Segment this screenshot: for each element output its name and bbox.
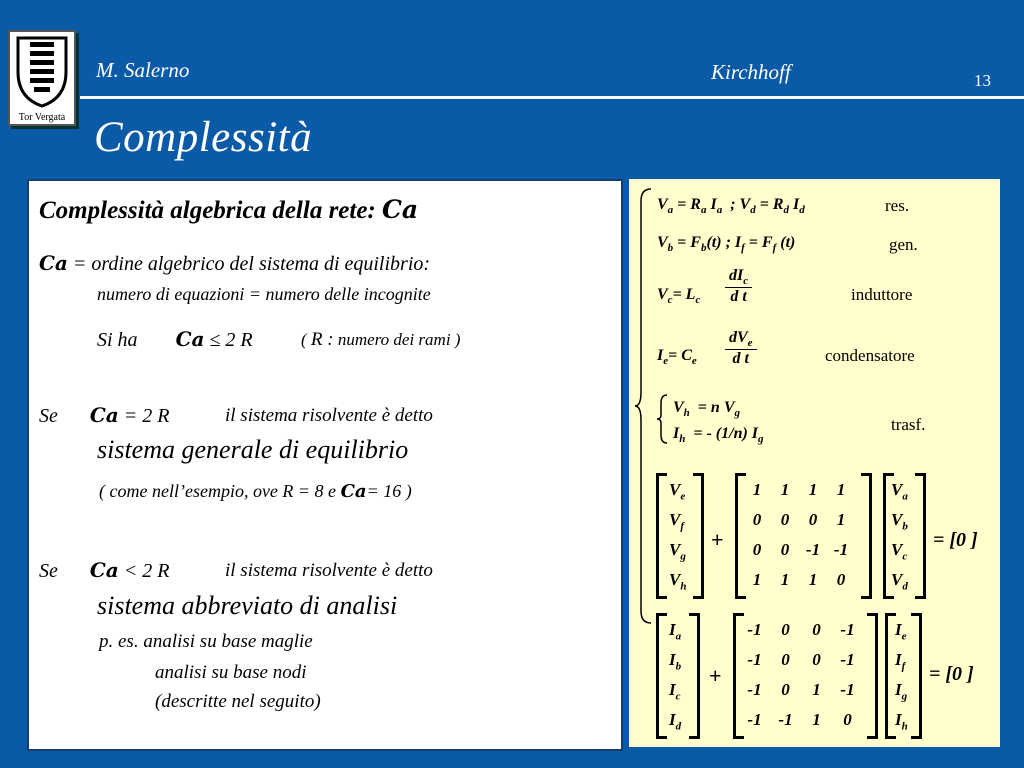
detto-text: il sistema risolvente è detto xyxy=(225,405,433,426)
matrix-cell: 1 xyxy=(780,480,790,499)
detto-text: il sistema risolvente è detto xyxy=(225,560,433,581)
matrix-cell: -1 xyxy=(747,710,762,729)
matrix-cell: 0 xyxy=(808,510,818,529)
matrix-cell: 1 xyxy=(808,480,818,499)
capacitor-c: = C xyxy=(668,347,692,364)
sistema-generale: sistema generale di equilibrio xyxy=(97,435,409,464)
incidence-matrix-2 xyxy=(739,615,863,735)
esempio-pre: ( come nell’esempio, ove R = 8 e xyxy=(99,481,341,501)
matrix-row xyxy=(743,535,855,565)
incidence-matrix-1 xyxy=(743,475,855,595)
matrix-cell: 1 xyxy=(836,510,846,529)
ca-symbol: Ca xyxy=(89,558,119,582)
matrix-cell: -1 xyxy=(805,540,821,559)
matrix-cell: 1 xyxy=(752,570,762,589)
matrix-cell: 1 xyxy=(752,480,762,499)
sistema-abbreviato: sistema abbreviato di analisi xyxy=(97,591,398,620)
label-trasf: trasf. xyxy=(891,415,926,434)
matrix-row xyxy=(739,675,863,705)
matrix-cell: 0 xyxy=(781,680,790,699)
inductor-l: = L xyxy=(672,286,696,303)
matrix-cell: 0 xyxy=(843,710,852,729)
eq-transformer-i: $I_h$ = - (1/n) $I_g$ xyxy=(673,425,764,446)
case-less-line xyxy=(39,558,170,583)
capacitor-num: dV xyxy=(729,329,748,346)
label-gen: gen. xyxy=(889,235,918,254)
matrix-row xyxy=(739,705,863,735)
right-equations-panel xyxy=(629,179,1000,747)
vec-v1-right-bracket xyxy=(693,473,704,599)
eq-2r-text: = 2 R xyxy=(123,405,170,427)
vec-v1-left-bracket xyxy=(656,473,667,599)
matrix2-right-bracket xyxy=(867,613,878,739)
big-brace-icon xyxy=(633,187,653,625)
heading xyxy=(39,195,418,225)
ca-symbol: Ca xyxy=(39,251,68,275)
matrix-row xyxy=(743,475,855,505)
inductor-den: d t xyxy=(730,288,747,306)
current-vector-2: $I_e$ $I_f$ $I_g$ $I_h$ xyxy=(895,620,908,733)
university-logo xyxy=(8,30,76,126)
matrix-cell: 1 xyxy=(836,480,846,499)
label-condensatore: condensatore xyxy=(825,346,915,365)
heading-text: Complessità algebrica della rete: xyxy=(39,197,376,224)
matrix-cell: 1 xyxy=(812,710,821,729)
slide-title: Complessità xyxy=(94,114,313,161)
definition-text: = ordine algebrico del sistema di equilibrio: xyxy=(72,253,431,275)
se-text: Se xyxy=(39,560,58,582)
matrix-cell: -1 xyxy=(778,710,793,729)
matrix1-right-bracket xyxy=(861,473,872,599)
definition-sub: numero di equazioni = numero delle incognite xyxy=(97,284,431,304)
esempio-post: = 16 ) xyxy=(366,481,412,501)
matrix-row xyxy=(743,565,855,595)
lt-2r-text: < 2 R xyxy=(123,560,170,582)
matrix-row xyxy=(739,645,863,675)
capacitor-fraction: $dV_e$ d t xyxy=(725,329,757,368)
matrix-cell: 0 xyxy=(752,510,762,529)
eq-resistor: $V_a = R_a$ $I_a$ ; $V_d = R_d$ $I_d$ xyxy=(657,196,805,217)
vec-i2-right-bracket xyxy=(911,613,922,739)
matrix-cell: -1 xyxy=(747,680,762,699)
eq-capacitor: $I_e= C_e$ xyxy=(657,347,697,368)
capacitor-den: d t xyxy=(732,350,749,368)
se-text: Se xyxy=(39,405,58,427)
ca-symbol: Ca xyxy=(89,403,119,427)
matrix-row xyxy=(743,505,855,535)
capacitor-i: I xyxy=(657,347,664,364)
note-rest: numero dei rami ) xyxy=(333,330,461,349)
inductor-fraction: $dI_c$ d t xyxy=(725,267,752,306)
ca-symbol: Ca xyxy=(382,195,419,224)
voltage-vector-2: $V_a$ $V_b$ $V_c$ $V_d$ xyxy=(891,480,908,593)
header-topic: Kirchhoff xyxy=(711,60,791,84)
matrix-cell: -1 xyxy=(840,680,855,699)
label-res: res. xyxy=(885,196,910,215)
eq-inductor: $V_c= L_c$ xyxy=(657,286,701,307)
eq-transformer-v: $V_h = n$ $V_g$ xyxy=(673,399,740,420)
vec-i1-left-bracket xyxy=(656,613,667,739)
header-divider xyxy=(80,96,1024,99)
matrix-cell: 0 xyxy=(836,570,846,589)
note-r: R : xyxy=(310,329,334,350)
small-brace-icon xyxy=(655,393,669,445)
matrix-row xyxy=(739,615,863,645)
left-text-panel xyxy=(27,179,623,751)
note-open: ( xyxy=(301,330,311,349)
slide-number: 13 xyxy=(974,71,991,90)
equals-zero-2: = [0 ] xyxy=(929,663,974,685)
vec-i1-right-bracket xyxy=(689,613,700,739)
descritte-text: (descritte nel seguito) xyxy=(155,691,321,712)
label-induttore: induttore xyxy=(851,285,913,304)
logo-caption: Tor Vergata xyxy=(18,112,66,123)
plus-sign: + xyxy=(711,527,724,552)
le-2r-text: ≤ 2 R xyxy=(209,329,253,351)
matrix-cell: 0 xyxy=(752,540,762,559)
si-ha-line xyxy=(97,327,253,352)
inductor-num: dI xyxy=(729,267,744,284)
matrix-cell: 0 xyxy=(780,510,790,529)
case-equal-line xyxy=(39,403,170,428)
si-ha-text: Si ha xyxy=(97,329,138,351)
eq-generator: $V_b = F_b(t)$ ; $I_f = F_f$ (t) xyxy=(657,234,796,255)
analisi-nodi: analisi su base nodi xyxy=(155,662,307,683)
matrix-cell: 1 xyxy=(808,570,818,589)
plus-sign: + xyxy=(709,663,722,688)
ca-symbol: Ca xyxy=(175,327,205,351)
analisi-maglie: p. es. analisi su base maglie xyxy=(99,631,313,652)
matrix-cell: -1 xyxy=(840,620,855,639)
ca-symbol: Ca xyxy=(340,481,367,502)
matrix-cell: 1 xyxy=(812,680,821,699)
rami-note xyxy=(301,329,460,351)
definition-line xyxy=(39,251,430,276)
matrix-cell: 0 xyxy=(781,620,790,639)
author-name: M. Salerno xyxy=(96,58,190,82)
matrix-cell: 0 xyxy=(781,650,790,669)
matrix-cell: 0 xyxy=(812,620,821,639)
esempio-line xyxy=(99,481,412,502)
voltage-vector-1: $V_e$ $V_f$ $V_g$ $V_h$ xyxy=(669,480,687,593)
matrix-cell: 1 xyxy=(780,570,790,589)
vec-v2-right-bracket xyxy=(915,473,926,599)
equals-zero-1: = [0 ] xyxy=(933,529,978,551)
matrix-cell: 0 xyxy=(780,540,790,559)
matrix-cell: -1 xyxy=(840,650,855,669)
matrix-cell: -1 xyxy=(747,620,762,639)
matrix-cell: -1 xyxy=(833,540,849,559)
current-vector-1: $I_a$ $I_b$ $I_c$ $I_d$ xyxy=(669,620,682,733)
matrix-cell: 0 xyxy=(812,650,821,669)
inductor-v: V xyxy=(657,286,668,303)
tower-shield-icon xyxy=(10,32,74,110)
matrix-cell: -1 xyxy=(747,650,762,669)
